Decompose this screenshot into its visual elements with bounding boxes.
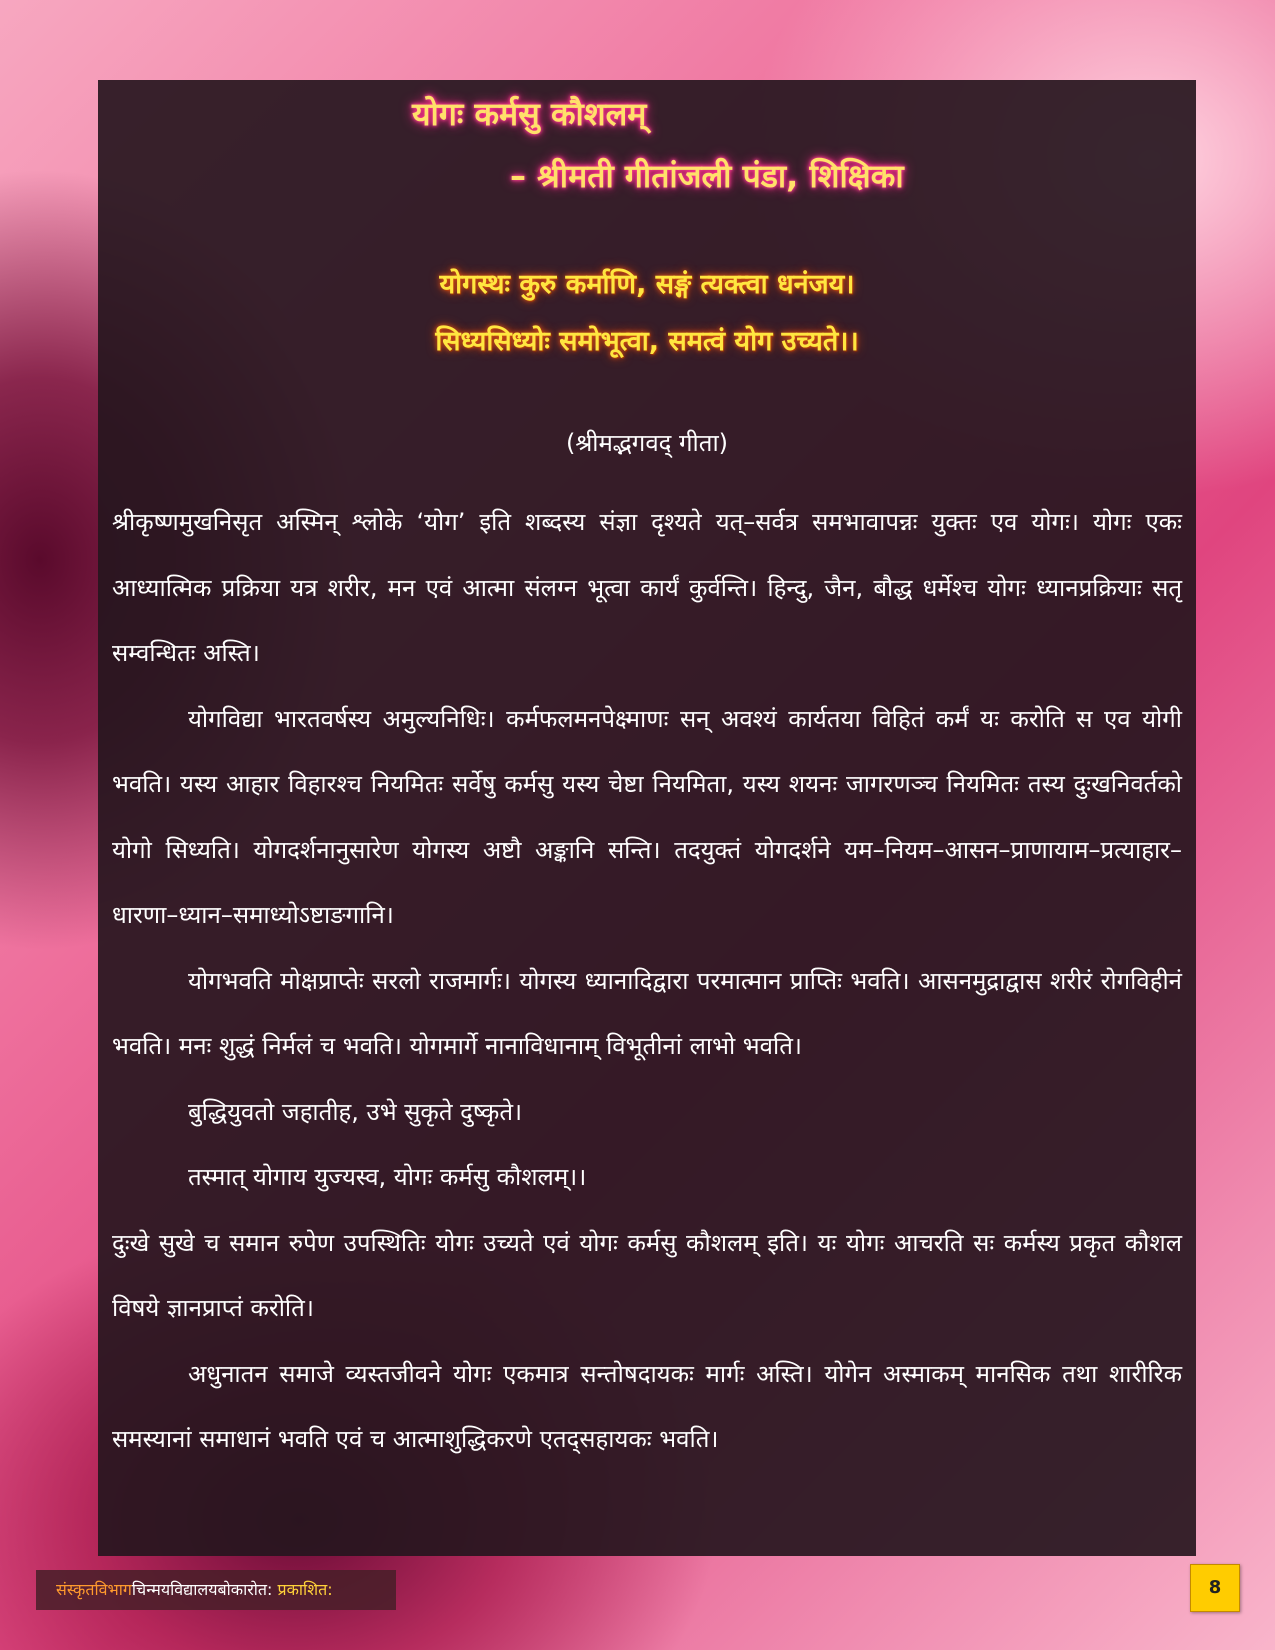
verse-source: (श्रीमद्भगवद् गीता) bbox=[565, 429, 729, 457]
paragraph-1: श्रीकृष्णमुखनिसृत अस्मिन् श्लोके ‘योग’ इति शब्दस्य संज्ञा दृश्यते यत्–सर्वत्र समभावापन्नः युक्तः एव योगः। योगः एकः आध्यात्मिक प्रक्रिया यत्र शरीर, मन एवं आत्मा संलग्न भूत्वा कार्यं कुर्वन्ति। हिन्दु, जैन, बौद्ध धर्मेश्च योगः ध्यानप्रक्रियाः सतृ सम्वन्धितः अस्ति। bbox=[112, 508, 1182, 667]
paragraph-3: योगभवति मोक्षप्राप्तेः सरलो राजमार्गः। योगस्य ध्यानादिद्वारा परमात्मान प्राप्तिः भवति। आसनमुद्राद्वास शरीरं रोगविहीनं भवति। मनः शुद्धं निर्मलं च भवति। योगमार्गे नानाविधानाम् विभूतीनां लाभो भवति। bbox=[112, 966, 1182, 1060]
paragraph-5: अधुनातन समाजे व्यस्तजीवने योगः एकमात्र सन्तोषदायकः मार्गः अस्ति। योगेन अस्माकम् मानसिक तथा शारीरिक समस्यानां समाधानं भवति एवं च आत्माशुद्धिकरणे एतद्सहायकः भवति। bbox=[112, 1359, 1182, 1453]
paragraph-4: दुःखे सुखे च समान रुपेण उपस्थितिः योगः उच्यते एवं योगः कर्मसु कौशलम् इति। यः योगः आचरति सः कर्मस्य प्रकृत कौशल विषये ज्ञानप्राप्तं करोति। bbox=[112, 1228, 1182, 1322]
footer-school: चिन्मयविद्यालयबोकारोत: bbox=[131, 1580, 273, 1599]
publisher-footer bbox=[36, 1570, 396, 1610]
paragraph-2: योगविद्या भारतवर्षस्य अमुल्यनिधिः। कर्मफलमनपेक्ष्माणः सन् अवश्यं कार्यतया विहितं कर्मं यः करोति स एव योगी भवति। यस्य आहार विहारश्च नियमितः सर्वेषु कर्मसु यस्य चेष्टा नियमिता, यस्य शयनः जागरणञ्च नियमितः तस्य दुःखनिवर्तको योगो सिध्यति। योगदर्शनानुसारेण योगस्य अष्टौ अङ्कानि सन्ति। तदयुक्तं योगदर्शने यम–नियम–आसन–प्राणायाम–प्रत्याहार–धारणा–ध्यान–समाध्योऽष्टाङगानि। bbox=[112, 704, 1182, 929]
verse-line-1: योगस्थः कुरु कर्माणि, सङ्गं त्यक्त्वा धनंजय। bbox=[439, 269, 855, 300]
footer-department: संस्कृतविभाग bbox=[56, 1580, 132, 1599]
author-line: – श्रीमती गीतांजली पंडा, शिक्षिका bbox=[510, 157, 904, 195]
page-number-badge: 8 bbox=[1190, 1564, 1240, 1612]
article-body bbox=[112, 490, 1182, 1473]
article-title: योगः कर्मसु कौशलम् bbox=[412, 95, 647, 133]
verse-line-2: सिध्यसिध्योः समोभूत्वा, समत्वं योग उच्यते।। bbox=[435, 326, 859, 357]
quote-line-2: तस्मात् योगाय युज्यस्व, योगः कर्मसु कौशलम्।। bbox=[188, 1163, 587, 1191]
quote-line-1: बुद्धियुवतो जहातीह, उभे सुकृते दुष्कृते। bbox=[188, 1097, 523, 1126]
footer-published: प्रकाशित: bbox=[272, 1580, 333, 1599]
